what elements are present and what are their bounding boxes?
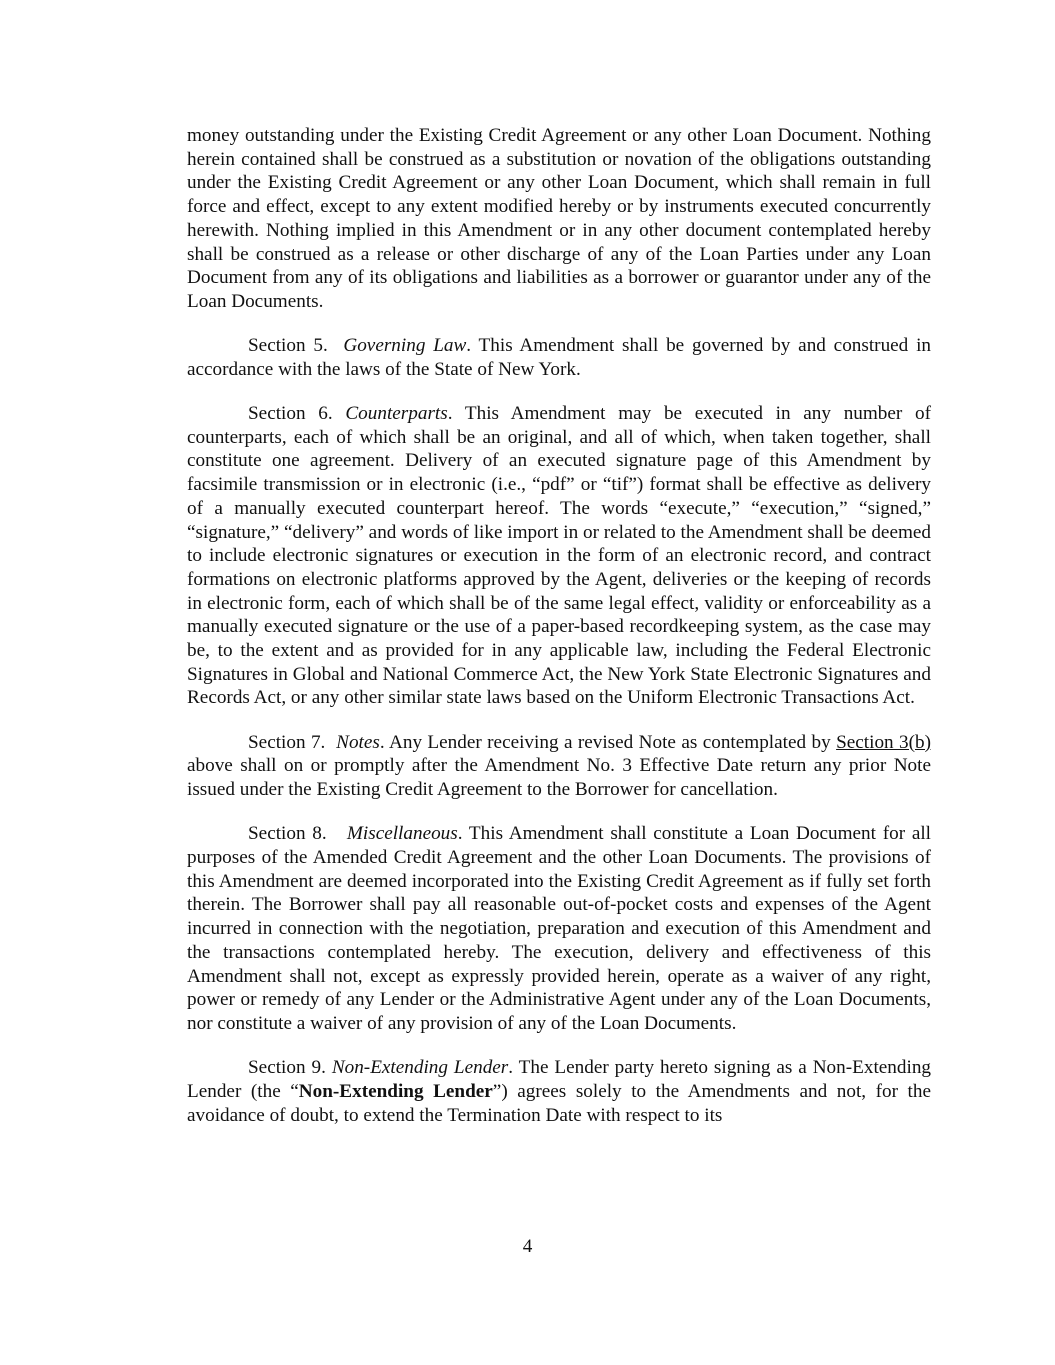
section-7-number: Section 7. — [248, 731, 326, 753]
continuation-paragraph — [187, 124, 931, 314]
document-body — [187, 124, 931, 1148]
section-6-paragraph — [187, 402, 931, 710]
section-6-heading: Counterparts — [345, 403, 448, 425]
section-8-heading: Miscellaneous — [346, 823, 458, 845]
section-6-number: Section 6. — [248, 403, 333, 425]
section-8-text: . This Amendment shall constitute a Loan Document for all purposes of the Amended Credit Agreement and the other Loan Documents. The provisions of this Amendment are deemed incorporated into the Existing Credit Agreement as if fully set forth therein. The Borrower shall pay all reasonable out-of-pocket costs and expenses of the Agent incurred in connection with the negotiation, preparation and execution of this Amendment and the transactions contemplated hereby. The execution, delivery and effectiveness of this Amendment shall not, except as expressly provided herein, operate as a waiver of any right, power or remedy of any Lender or the Administrative Agent under any of the Loan Documents, nor constitute a waiver of any provision of any of the Loan Documents. — [187, 823, 931, 1034]
section-6-text: . This Amendment may be executed in any number of counterparts, each of which shall be an original, and all of which, when taken together, shall constitute one agreement. Delivery of an executed signature page of this Amendment by facsimile transmission or in electronic (i.e., “pdf” or “tif”) format shall be effective as delivery of a manually executed counterpart hereof. The words “execute,” “execution,” “signed,” “signature,” “delivery” and words of like import in or related to the Amendment shall be deemed to include electronic signatures or execution in the form of an electronic record, and contract formations on electronic platforms approved by the Agent, deliveries or the keeping of records in electronic form, each of which shall be of the same legal effect, validity or enforceability as a manually executed signature or the use of a paper-based recordkeeping system, as the case may be, to the extent and as provided for in any applicable law, including the Federal Electronic Signatures in Global and National Commerce Act, the New York State Electronic Signatures and Records Act, or any other similar state laws based on the Uniform Electronic Transactions Act. — [187, 403, 932, 709]
section-7-text-before: . Any Lender receiving a revised Note as contemplated by — [379, 731, 837, 753]
section-9-text-before: . The Lender party hereto signing as a Non-Extending Lender (the “ — [187, 1057, 932, 1102]
section-9-text-after: ”) agrees solely to the Amendments and not, for the avoidance of doubt, to extend the Termination Date with respect to its — [187, 1080, 931, 1126]
section-7-paragraph — [187, 731, 931, 802]
section-9-heading: Non-Extending Lender — [331, 1057, 509, 1079]
section-9-paragraph — [187, 1056, 931, 1127]
defined-term: Non-Extending Lender — [298, 1080, 493, 1102]
section-7-text-after: above shall on or promptly after the Amendment No. 3 Effective Date return any prior Note issued under the Existing Credit Agreement to the Borrower for cancellation. — [187, 755, 931, 801]
section-5-number: Section 5. — [248, 335, 328, 357]
page-number: 4 — [522, 1236, 533, 1257]
continuation-text: money outstanding under the Existing Credit Agreement or any other Loan Document. Nothing herein contained shall be construed as a substitution or novation of the obligations outstanding under the Existing Credit Agreement or any other Loan Document, which shall remain in full force and effect, except to any extent modified hereby or by instruments executed concurrently herewith. Nothing implied in this Amendment or in any other document contemplated hereby shall be construed as a release or other discharge of any of the Loan Parties under any Loan Document from any of its obligations and liabilities as a borrower or guarantor under any of the Loan Documents. — [187, 125, 931, 312]
section-8-paragraph — [187, 822, 931, 1035]
section-9-number: Section 9. — [248, 1057, 326, 1079]
section-5-heading: Governing Law — [343, 335, 467, 357]
section-8-number: Section 8. — [248, 823, 327, 845]
section-5-text: . This Amendment shall be governed by and construed in accordance with the laws of the State of New York. — [187, 335, 932, 380]
section-7-heading: Notes — [336, 731, 380, 753]
section-3b-reference: Section 3(b) — [836, 731, 931, 753]
section-5-paragraph — [187, 334, 931, 381]
